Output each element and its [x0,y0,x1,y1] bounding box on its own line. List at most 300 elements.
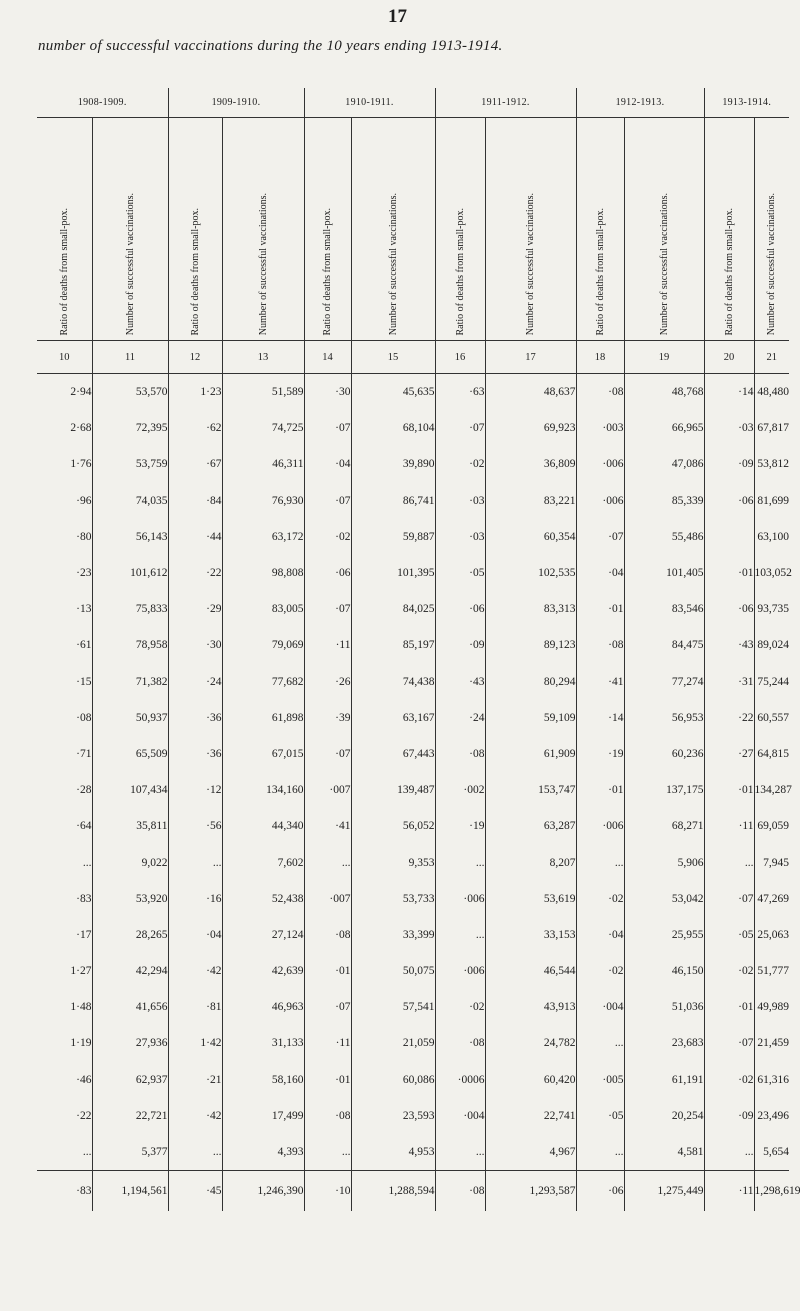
column-header: Number of successful vaccinations. [624,118,704,341]
vaccination-count-cell: 59,887 [351,519,435,555]
death-ratio-cell: ·003 [576,410,624,446]
death-ratio-cell: ·44 [168,519,222,555]
vaccination-count-cell: 59,109 [485,700,576,736]
vaccination-count-cell: 4,393 [222,1134,304,1171]
vaccination-count-cell: 25,063 [757,928,789,941]
death-ratio-cell: 1·48 [37,989,92,1025]
death-ratio-cell: ·29 [168,591,222,627]
table-row [37,808,789,844]
vaccination-count-cell: 50,075 [351,953,435,989]
vaccination-count-cell: 46,963 [222,989,304,1025]
vaccination-count-cell: 76,930 [222,483,304,519]
table-row [37,664,789,700]
vaccination-count-cell: 9,022 [92,844,168,880]
death-ratio-cell: ... [576,844,624,880]
vaccination-count-cell: 63,287 [485,808,576,844]
vaccination-count-cell: 83,005 [222,591,304,627]
death-ratio-cell: ·006 [576,808,624,844]
year-header: 1911-1912. [435,88,576,118]
death-ratio-cell: ·30 [304,374,351,411]
vaccination-count-cell: 47,086 [624,446,704,482]
column-number: 12 [168,341,222,374]
death-ratio-cell: ·07 [576,519,624,555]
death-ratio-cell: ·09 [704,1098,754,1134]
total-cell: 1,298,619 [754,1171,789,1212]
death-ratio-cell: 1·27 [37,953,92,989]
vaccination-count-cell: 77,274 [624,664,704,700]
vaccination-count-cell: 56,052 [351,808,435,844]
vaccination-count-cell: 74,725 [222,410,304,446]
column-header: Ratio of deaths from small-pox. [37,118,92,341]
death-ratio-cell: ·62 [168,410,222,446]
total-cell: 1,246,390 [222,1171,304,1212]
table-row [37,410,789,446]
vaccination-count-cell: 53,812 [757,458,789,471]
table-row [37,989,789,1025]
vaccination-count-cell: 75,833 [92,591,168,627]
death-ratio-cell: ·36 [168,700,222,736]
death-ratio-cell: ·03 [704,410,754,446]
death-ratio-cell: ·36 [168,736,222,772]
death-ratio-cell: ·07 [304,591,351,627]
vaccination-count-cell: 31,133 [222,1025,304,1061]
death-ratio-cell: ·61 [37,627,92,663]
death-ratio-cell: ·02 [576,881,624,917]
vaccination-count-cell: 46,311 [222,446,304,482]
vaccination-count-cell: 67,817 [757,422,789,435]
vaccination-count-cell: 137,175 [624,772,704,808]
death-ratio-cell: ·004 [576,989,624,1025]
vaccination-count-cell: 80,294 [485,664,576,700]
table-row [37,953,789,989]
vaccination-count-cell: 55,486 [624,519,704,555]
vaccination-count-cell: 84,475 [624,627,704,663]
death-ratio-cell: ... [37,844,92,880]
total-cell: ·06 [576,1171,624,1212]
vaccination-count-cell: 48,768 [624,374,704,411]
vaccination-count-cell: 53,733 [351,881,435,917]
vaccination-count-cell: 83,546 [624,591,704,627]
column-number: 15 [351,341,435,374]
column-header: Number of successful vaccinations. [222,118,304,341]
death-ratio-cell: ·04 [168,917,222,953]
column-number: 20 [704,341,754,374]
death-ratio-cell: ·05 [576,1098,624,1134]
vaccination-count-cell: 25,955 [624,917,704,953]
death-ratio-cell: ·22 [704,700,754,736]
death-ratio-cell: ... [304,1134,351,1171]
vaccination-count-cell: 35,811 [92,808,168,844]
death-ratio-cell: ·81 [168,989,222,1025]
death-ratio-cell: ·07 [304,410,351,446]
vaccination-count-cell: 49,989 [757,1001,789,1014]
vaccination-count-cell: 75,244 [757,675,789,688]
death-ratio-cell: ·08 [435,736,485,772]
column-header: Number of successful vaccinations. [92,118,168,341]
vaccination-count-cell: 63,172 [222,519,304,555]
vaccination-count-cell: 33,153 [485,917,576,953]
column-number: 21 [754,341,789,374]
death-ratio-cell: ·19 [576,736,624,772]
vaccination-count-cell: 62,937 [92,1062,168,1098]
death-ratio-cell: ·17 [37,917,92,953]
column-header: Ratio of deaths from small-pox. [168,118,222,341]
vaccination-count-cell: 42,639 [222,953,304,989]
vaccination-count-cell: 17,499 [222,1098,304,1134]
death-ratio-cell: ·02 [704,1062,754,1098]
table-row [37,1062,789,1098]
vaccination-count-cell: 61,909 [485,736,576,772]
vaccination-count-cell: 101,405 [624,555,704,591]
vaccination-count-cell: 20,254 [624,1098,704,1134]
death-ratio-cell: ·24 [435,700,485,736]
vaccination-count-cell: 53,920 [92,881,168,917]
column-number: 16 [435,341,485,374]
death-ratio-cell: ·0006 [435,1062,485,1098]
death-ratio-cell: ... [704,844,754,880]
table-body [37,374,792,1171]
death-ratio-cell: ·004 [435,1098,485,1134]
death-ratio-cell: ·80 [37,519,92,555]
death-ratio-cell: ·02 [576,953,624,989]
table-row [37,627,789,663]
death-ratio-cell: ·31 [704,664,754,700]
death-ratio-cell: ·63 [435,374,485,411]
death-ratio-cell: ·08 [435,1025,485,1061]
vaccination-count-cell: 22,721 [92,1098,168,1134]
vaccination-count-cell: 61,316 [757,1073,789,1086]
table-row [37,1134,789,1171]
death-ratio-cell: ·41 [304,808,351,844]
death-ratio-cell: ·01 [704,555,754,591]
total-cell: ·83 [37,1171,92,1212]
vaccination-count-cell: 24,782 [485,1025,576,1061]
death-ratio-cell: ·83 [37,881,92,917]
death-ratio-cell: ·04 [576,917,624,953]
table-caption: number of successful vaccinations during the 10 years ending 1913-1914. [38,38,503,54]
death-ratio-cell: 2·68 [37,410,92,446]
table-row [37,446,789,482]
column-header: Number of successful vaccinations. [485,118,576,341]
death-ratio-cell: 1·76 [37,446,92,482]
vaccination-count-cell: 107,434 [92,772,168,808]
vaccination-count-cell: 43,913 [485,989,576,1025]
death-ratio-cell: ·07 [704,881,754,917]
vaccination-count-cell: 57,541 [351,989,435,1025]
vaccination-count-cell: 53,570 [92,374,168,411]
death-ratio-cell: ·19 [435,808,485,844]
death-ratio-cell: ·06 [435,591,485,627]
column-header: Number of successful vaccinations. [351,118,435,341]
vaccination-count-cell: 93,735 [757,603,789,616]
year-header-row [37,88,789,118]
vaccination-count-cell: 50,937 [92,700,168,736]
death-ratio-cell: ·67 [168,446,222,482]
vaccination-count-cell: 101,612 [92,555,168,591]
death-ratio-cell: ·11 [704,808,754,844]
vaccination-count-cell: 22,741 [485,1098,576,1134]
table-row [37,519,789,555]
death-ratio-cell: ·22 [37,1098,92,1134]
table-row [37,736,789,772]
vaccination-count-cell: 21,459 [757,1037,789,1050]
total-cell: ·10 [304,1171,351,1212]
death-ratio-cell: ·05 [704,917,754,953]
vaccination-count-cell: 8,207 [485,844,576,880]
column-header-row [37,118,789,341]
vaccination-count-cell: 4,953 [351,1134,435,1171]
death-ratio-cell: ·07 [304,989,351,1025]
vaccination-count-cell: 68,104 [351,410,435,446]
vaccination-count-cell: 60,420 [485,1062,576,1098]
death-ratio-cell: ·46 [37,1062,92,1098]
column-number: 19 [624,341,704,374]
death-ratio-cell: ... [435,917,485,953]
vaccination-count-cell: 89,123 [485,627,576,663]
vaccination-count-cell: 21,059 [351,1025,435,1061]
table-row [37,917,789,953]
death-ratio-cell: ·11 [304,627,351,663]
death-ratio-cell: ·15 [37,664,92,700]
vaccination-count-cell: 7,602 [222,844,304,880]
vaccination-count-cell: 9,353 [351,844,435,880]
page-number: 17 [388,6,407,27]
death-ratio-cell: ·24 [168,664,222,700]
column-number: 18 [576,341,624,374]
death-ratio-cell: ·26 [304,664,351,700]
vaccination-count-cell: 69,923 [485,410,576,446]
column-header: Ratio of deaths from small-pox. [704,118,754,341]
death-ratio-cell: ·39 [304,700,351,736]
death-ratio-cell: ... [576,1025,624,1061]
death-ratio-cell: ·41 [576,664,624,700]
death-ratio-cell: ·03 [435,519,485,555]
vaccination-count-cell: 53,759 [92,446,168,482]
vaccination-count-cell: 28,265 [92,917,168,953]
vaccination-count-cell: 134,160 [222,772,304,808]
death-ratio-cell: ·14 [576,700,624,736]
vaccination-count-cell: 4,581 [624,1134,704,1171]
death-ratio-cell: ·02 [435,446,485,482]
vaccination-count-cell: 139,487 [351,772,435,808]
vaccination-count-cell: 63,100 [757,530,789,543]
death-ratio-cell: ·02 [704,953,754,989]
total-cell: 1,194,561 [92,1171,168,1212]
year-header: 1909-1910. [168,88,304,118]
death-ratio-cell: ·30 [168,627,222,663]
death-ratio-cell: ... [304,844,351,880]
vaccination-count-cell: 60,557 [757,711,789,724]
total-cell: 1,288,594 [351,1171,435,1212]
death-ratio-cell: ·13 [37,591,92,627]
death-ratio-cell: ·02 [304,519,351,555]
death-ratio-cell: ·07 [304,483,351,519]
vaccination-count-cell: 78,958 [92,627,168,663]
vaccination-count-cell: 36,809 [485,446,576,482]
vaccination-count-cell: 60,086 [351,1062,435,1098]
vaccination-count-cell: 72,395 [92,410,168,446]
death-ratio-cell: ·42 [168,953,222,989]
death-ratio-cell: ·006 [435,953,485,989]
vaccination-count-cell: 5,377 [92,1134,168,1171]
column-header: Ratio of deaths from small-pox. [435,118,485,341]
total-cell: 1,293,587 [485,1171,576,1212]
vaccination-count-cell: 86,741 [351,483,435,519]
death-ratio-cell: ... [704,1134,754,1171]
vaccination-count-cell: 74,438 [351,664,435,700]
vaccination-count-cell: 44,340 [222,808,304,844]
vaccination-count-cell: 81,699 [757,494,789,507]
vaccination-count-cell: 60,354 [485,519,576,555]
vaccination-count-cell: 84,025 [351,591,435,627]
table-row [37,700,789,736]
vaccination-count-cell: 48,637 [485,374,576,411]
death-ratio-cell: ·27 [704,736,754,772]
vaccination-count-cell: 77,682 [222,664,304,700]
vaccination-count-cell: 61,898 [222,700,304,736]
vaccination-count-cell: 52,438 [222,881,304,917]
column-header: Ratio of deaths from small-pox. [304,118,351,341]
vaccination-count-cell: 89,024 [757,639,789,652]
death-ratio-cell: ·23 [37,555,92,591]
death-ratio-cell: ·64 [37,808,92,844]
vaccination-count-cell: 64,815 [757,747,789,760]
death-ratio-cell: ... [435,1134,485,1171]
death-ratio-cell: 1·23 [168,374,222,411]
vaccination-count-cell: 5,654 [763,1146,789,1159]
vaccination-count-cell: 63,167 [351,700,435,736]
vaccination-count-cell: 23,593 [351,1098,435,1134]
vaccination-count-cell: 67,443 [351,736,435,772]
vaccination-count-cell: 60,236 [624,736,704,772]
death-ratio-cell: ·71 [37,736,92,772]
vaccination-count-cell: 51,777 [757,965,789,978]
vaccination-count-cell: 48,480 [757,386,789,399]
death-ratio-cell: ·07 [704,1025,754,1061]
death-ratio-cell: ·07 [435,410,485,446]
death-ratio-cell: ·007 [304,772,351,808]
vaccination-table [37,88,800,1211]
death-ratio-cell: ·006 [576,483,624,519]
vaccination-count-cell: 74,035 [92,483,168,519]
vaccination-count-cell: 85,197 [351,627,435,663]
column-header: Ratio of deaths from small-pox. [576,118,624,341]
vaccination-count-cell: 134,287 [754,784,792,797]
death-ratio-cell: ·02 [435,989,485,1025]
table-row [37,591,789,627]
vaccination-count-cell: 71,382 [92,664,168,700]
vaccination-count-cell: 45,635 [351,374,435,411]
death-ratio-cell: ·04 [576,555,624,591]
total-cell: ·45 [168,1171,222,1212]
death-ratio-cell: ·06 [304,555,351,591]
column-number: 10 [37,341,92,374]
vaccination-count-cell: 33,399 [351,917,435,953]
death-ratio-cell: ·06 [704,483,754,519]
death-ratio-cell: ·08 [576,627,624,663]
vaccination-count-cell: 83,221 [485,483,576,519]
death-ratio-cell: ... [168,844,222,880]
death-ratio-cell: ·06 [704,591,754,627]
vaccination-count-cell: 56,143 [92,519,168,555]
column-number: 14 [304,341,351,374]
death-ratio-cell: ·05 [435,555,485,591]
death-ratio-cell: 1·19 [37,1025,92,1061]
table-row [37,881,789,917]
death-ratio-cell: ·01 [704,989,754,1025]
vaccination-count-cell: 41,656 [92,989,168,1025]
table-row [37,555,789,591]
year-header: 1910-1911. [304,88,435,118]
vaccination-count-cell: 4,967 [485,1134,576,1171]
death-ratio-cell: ·01 [304,953,351,989]
vaccination-count-cell: 7,945 [763,856,789,869]
vaccination-count-cell: 51,589 [222,374,304,411]
death-ratio-cell: ·56 [168,808,222,844]
vaccination-count-cell: 56,953 [624,700,704,736]
totals-row [37,1171,789,1212]
vaccination-count-cell: 5,906 [624,844,704,880]
death-ratio-cell: ·43 [704,627,754,663]
death-ratio-cell: ·08 [576,374,624,411]
death-ratio-cell: ·03 [435,483,485,519]
vaccination-count-cell: 101,395 [351,555,435,591]
vaccination-count-cell: 39,890 [351,446,435,482]
table-row [37,1025,789,1061]
vaccination-count-cell: 51,036 [624,989,704,1025]
death-ratio-cell: ·22 [168,555,222,591]
death-ratio-cell: 2·94 [37,374,92,411]
death-ratio-cell: 1·42 [168,1025,222,1061]
death-ratio-cell: ... [576,1134,624,1171]
death-ratio-cell: ·01 [576,591,624,627]
vaccination-count-cell: 46,150 [624,953,704,989]
vaccination-count-cell: 69,059 [757,820,789,833]
table-row [37,1098,789,1134]
vaccination-count-cell: 67,015 [222,736,304,772]
vaccination-count-cell: 46,544 [485,953,576,989]
death-ratio-cell: ·42 [168,1098,222,1134]
death-ratio-cell: ·006 [576,446,624,482]
total-cell: 1,275,449 [624,1171,704,1212]
death-ratio-cell: ·96 [37,483,92,519]
death-ratio-cell: ·09 [435,627,485,663]
death-ratio-cell: ... [435,844,485,880]
column-number: 11 [92,341,168,374]
vaccination-count-cell: 23,496 [757,1109,789,1122]
vaccination-count-cell: 102,535 [485,555,576,591]
vaccination-count-cell: 27,936 [92,1025,168,1061]
total-cell: ·08 [435,1171,485,1212]
death-ratio-cell: ·002 [435,772,485,808]
column-number: 13 [222,341,304,374]
death-ratio-cell: ·005 [576,1062,624,1098]
year-header: 1913-1914. [704,88,789,118]
table-row [37,844,789,880]
death-ratio-cell: ... [37,1134,92,1171]
vaccination-count-cell: 53,619 [485,881,576,917]
table-row [37,772,789,808]
vaccination-count-cell: 103,052 [754,567,792,580]
vaccination-count-cell: 66,965 [624,410,704,446]
death-ratio-cell: ·07 [304,736,351,772]
table-row [37,374,789,411]
table-row [37,483,789,519]
vaccination-count-cell: 53,042 [624,881,704,917]
vaccination-count-cell: 83,313 [485,591,576,627]
vaccination-count-cell: 27,124 [222,917,304,953]
death-ratio-cell: ·08 [304,917,351,953]
